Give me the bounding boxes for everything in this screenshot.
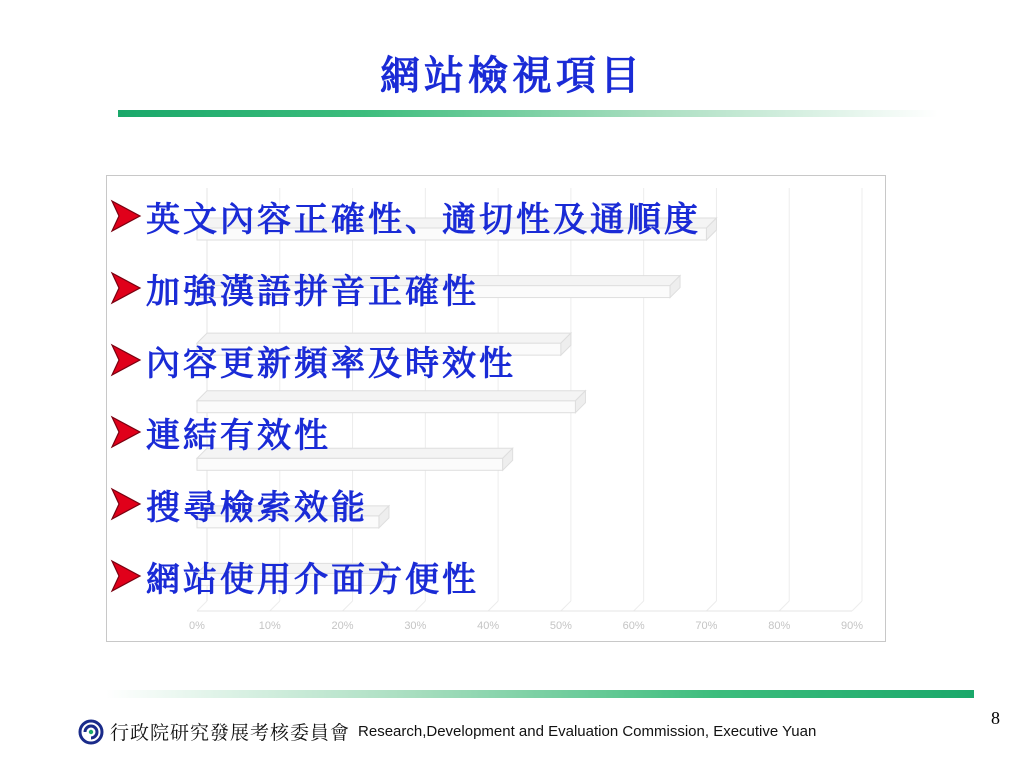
bullet-item (110, 324, 930, 396)
org-name-english: Research,Development and Evaluation Commission, Executive Yuan (358, 723, 817, 740)
footer-divider (106, 690, 974, 698)
bullet-item (110, 252, 930, 324)
rdec-logo-icon (78, 719, 104, 745)
arrow-bullet-icon (110, 487, 142, 521)
x-tick-label: 70% (695, 620, 718, 632)
bullet-text: 搜尋檢索效能 (146, 487, 368, 528)
x-tick-label: 10% (258, 620, 281, 632)
x-tick-label: 50% (549, 620, 572, 632)
x-tick-label: 40% (477, 620, 500, 632)
arrow-bullet-icon (110, 199, 142, 233)
x-tick-label: 20% (331, 620, 354, 632)
x-tick-label: 30% (404, 620, 427, 632)
bullet-text: 加強漢語拼音正確性 (146, 271, 479, 312)
x-tick-label: 0% (189, 620, 205, 632)
bullet-item (110, 180, 930, 252)
page-number: 8 (991, 708, 1000, 728)
bullet-text: 連結有效性 (146, 415, 331, 456)
title-divider (118, 110, 938, 117)
arrow-bullet-icon (110, 271, 142, 305)
bullet-item (110, 540, 930, 612)
bullet-item (110, 396, 930, 468)
arrow-bullet-icon (110, 559, 142, 593)
x-tick-label: 60% (622, 620, 645, 632)
x-tick-label: 90% (840, 620, 864, 632)
slide-title: 網站檢視項目 (380, 53, 644, 99)
arrow-bullet-icon (110, 415, 142, 449)
bullet-text: 內容更新頻率及時效性 (146, 343, 516, 384)
arrow-bullet-icon (110, 343, 142, 377)
footer-organization (78, 718, 816, 745)
bullet-item (110, 468, 930, 540)
bullet-text: 網站使用介面方便性 (146, 559, 479, 600)
bullet-list (110, 180, 930, 612)
x-tick-label: 80% (768, 620, 791, 632)
org-name-chinese: 行政院研究發展考核委員會 (110, 722, 351, 744)
bullet-text: 英文內容正確性、適切性及通順度 (146, 199, 701, 240)
